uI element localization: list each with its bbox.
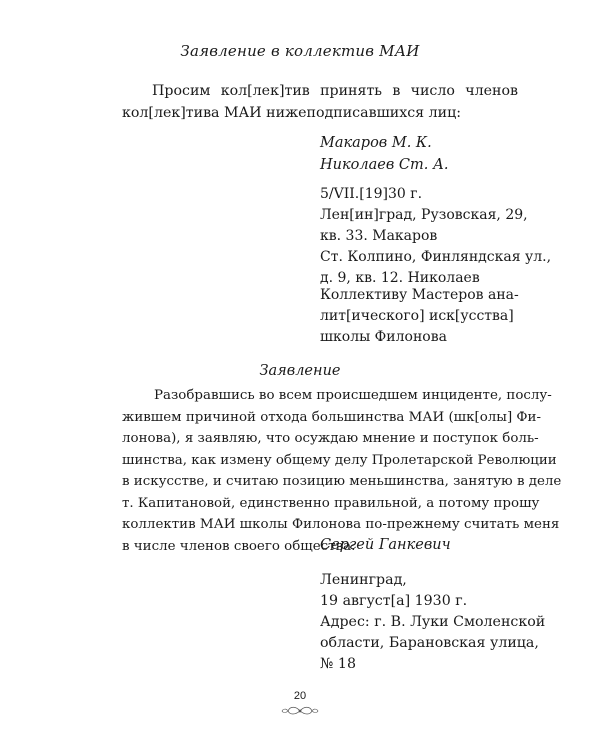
statement-heading: Заявление bbox=[259, 363, 341, 379]
date-address-block bbox=[320, 184, 551, 289]
body-line: коллектив МАИ школы Филонова по-прежнему считать меня bbox=[122, 517, 560, 532]
place-line: Ленинград, bbox=[320, 572, 407, 588]
body-line: шинства, как измену общему делу Пролетарской Революции bbox=[122, 452, 557, 468]
addressee-line: школы Филонова bbox=[320, 329, 447, 345]
place-line: Адрес: г. В. Луки Смоленской bbox=[320, 614, 546, 630]
signers-list bbox=[320, 132, 449, 176]
date-address-line: кв. 33. Макаров bbox=[320, 228, 438, 244]
addressee-block bbox=[320, 285, 519, 348]
statement-body bbox=[122, 385, 562, 557]
document-title: Заявление в коллектив МАИ bbox=[180, 42, 420, 60]
body-line: жившем причиной отхода большинства МАИ (шк[олы] Фи- bbox=[122, 409, 541, 425]
body-line: в искусстве, и считаю позицию меньшинства, занятую в деле bbox=[122, 474, 562, 489]
body-line: лонова), я заявляю, что осуждаю мнение и поступок боль- bbox=[122, 431, 539, 446]
place-date-address-block bbox=[320, 570, 545, 675]
date-address-line: Ст. Колпино, Финляндская ул., bbox=[320, 249, 552, 265]
signature: Сергей Ганкевич bbox=[320, 537, 451, 553]
intro-paragraph: Просим кол[лек]тив принять в число членов кол[лек]тива МАИ нижеподписавшихся лиц: bbox=[122, 83, 518, 121]
date-address-line: д. 9, кв. 12. Николаев bbox=[320, 270, 480, 286]
place-line: области, Барановская улица, bbox=[320, 635, 539, 651]
signer-name: Макаров М. К. bbox=[320, 135, 432, 151]
addressee-line: Коллективу Мастеров ана- bbox=[320, 287, 519, 303]
body-line: Разобравшись во всем происшедшем инциденте, послу- bbox=[154, 388, 552, 403]
addressee-line: лит[ического] иск[усства] bbox=[320, 308, 514, 324]
date-address-line: Лен[ин]град, Рузовская, 29, bbox=[320, 207, 528, 223]
signer-name: Николаев Ст. А. bbox=[320, 157, 449, 173]
page-number: 20 bbox=[293, 690, 307, 702]
place-line: 19 август[а] 1930 г. bbox=[320, 593, 468, 609]
body-line: т. Капитановой, единственно правильной, а потому прошу bbox=[122, 495, 540, 511]
place-line: № 18 bbox=[320, 656, 356, 672]
ornament-icon bbox=[280, 704, 320, 718]
body-line: в числе членов своего общества. bbox=[122, 538, 356, 554]
date-address-line: 5/VII.[19]30 г. bbox=[320, 186, 423, 202]
